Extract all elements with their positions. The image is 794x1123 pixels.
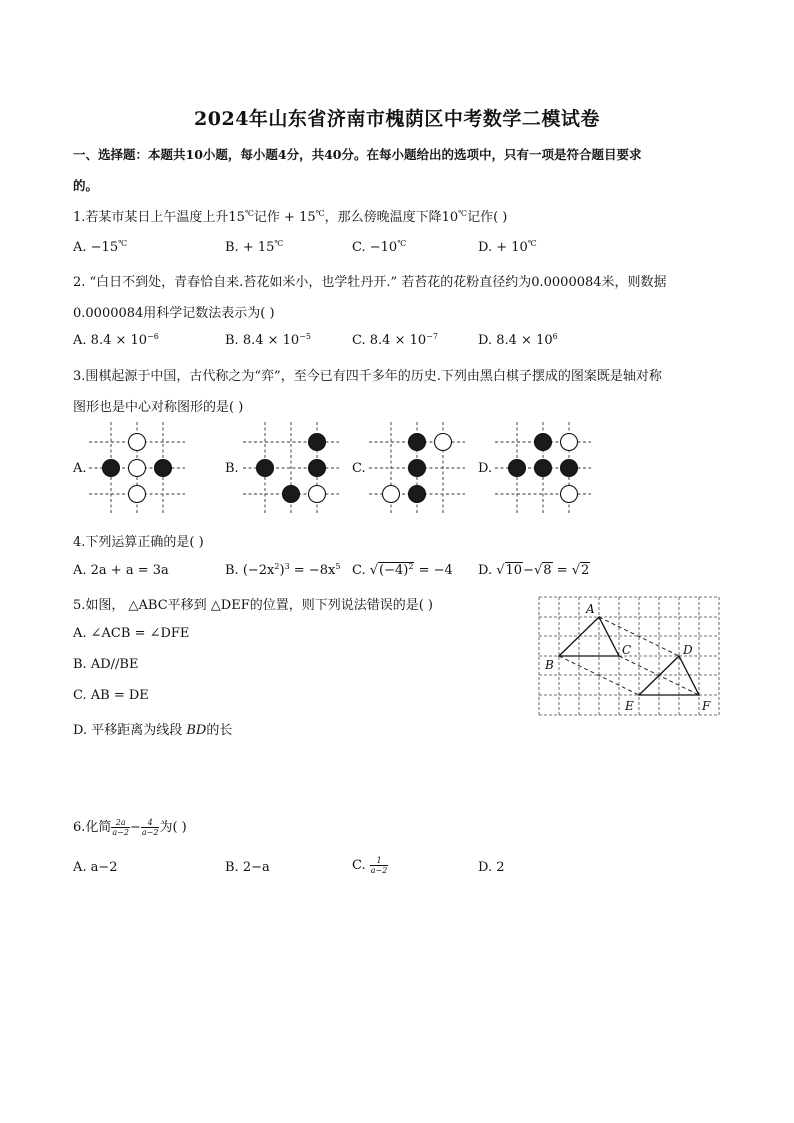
question-1-option-d[interactable]: D. + 10℃	[478, 239, 537, 255]
section-instructions-cont: 的。	[73, 178, 99, 193]
question-3-option-b-label[interactable]: B.	[225, 461, 239, 476]
page-title: 2024年山东省济南市槐荫区中考数学二模试卷	[194, 108, 600, 130]
radicand: $(-4)^2$	[379, 562, 414, 578]
vertex-label-f: F	[702, 699, 711, 713]
question-2-option-d[interactable]: D. $8.4 \times 10^6$	[478, 332, 558, 348]
question-4-option-a[interactable]: A. 2a + a = 3a	[73, 563, 169, 578]
fraction-c: $\frac{1}{a-2}$	[370, 856, 388, 875]
black-stone	[535, 460, 552, 477]
question-1-stem: 1.若某市某日上午温度上升15℃记作 + 15℃，那么傍晚温度下降10℃记作( )	[73, 209, 508, 225]
white-stone	[561, 434, 578, 451]
question-6-option-a[interactable]: A. a−2	[73, 860, 118, 875]
question-6-stem: 6.化简 $\frac{2a}{a-2}$ − $\frac{4}{a-2}$ 为( )	[73, 818, 187, 837]
question-2-option-c[interactable]: C. $8.4 \times 10^{-7}$	[352, 332, 438, 348]
question-5-option-a[interactable]: A. ∠ACB = ∠DFE	[73, 626, 190, 641]
triangle-def	[639, 656, 699, 695]
question-2-stem-cont: 0.0000084用科学记数法表示为( )	[73, 306, 275, 321]
question-4-option-c[interactable]: C. $√(-4)^2 = -4$	[352, 562, 453, 578]
question-6-option-c[interactable]: C. $\frac{1}{a-2}$	[352, 856, 388, 875]
question-1-option-c[interactable]: C. −10℃	[352, 239, 407, 255]
question-1-option-a[interactable]: A. −15℃	[73, 239, 128, 255]
question-4-option-d[interactable]: D. √10−√8 = √2	[478, 563, 590, 578]
question-3-stem: 3.围棋起源于中国，古代称之为“弈”，至今已有四千多年的历史.下列由黑白棋子摆成的图案既是轴对称	[73, 369, 662, 384]
triangle-abc	[559, 617, 619, 656]
question-3-stem-cont: 图形也是中心对称图形的是( )	[73, 400, 244, 415]
question-2-stem: 2. “白日不到处，青春恰自来.苔花如米小，也学牡丹开.” 若苔花的花粉直径约为0.0000084米，则数据	[73, 275, 667, 290]
question-5-option-d[interactable]: D. 平移距离为线段 BD的长	[73, 723, 233, 738]
question-4-stem: 4.下列运算正确的是( )	[73, 535, 204, 550]
translation-figure	[538, 596, 720, 716]
vertex-label-e: E	[625, 699, 634, 713]
question-4-option-b[interactable]: B. $(-2x^2)^3 = -8x^5$	[225, 562, 341, 578]
vertex-label-b: B	[545, 658, 554, 672]
black-stone	[535, 434, 552, 451]
question-5-stem: 5.如图， △ABC平移到 △DEF的位置，则下列说法错误的是( )	[73, 598, 434, 613]
question-3-option-c-label[interactable]: C.	[352, 461, 366, 476]
question-2-option-a[interactable]: A. $8.4 \times 10^{-6}$	[73, 332, 159, 348]
fraction-2: $\frac{4}{a-2}$	[141, 818, 159, 837]
white-stone	[561, 486, 578, 503]
vertex-label-c: C	[622, 643, 632, 657]
vertex-label-d: D	[683, 643, 693, 657]
vertex-label-a: A	[586, 602, 595, 616]
question-5-option-b[interactable]: B. AD//BE	[73, 657, 139, 672]
question-5-option-c[interactable]: C. AB = DE	[73, 688, 149, 703]
question-2-option-b[interactable]: B. $8.4 \times 10^{-5}$	[225, 332, 311, 348]
black-stone	[561, 460, 578, 477]
black-stone	[509, 460, 526, 477]
question-1-option-b[interactable]: B. + 15℃	[225, 239, 284, 255]
section-instructions: 一、选择题：本题共10小题，每小题4分，共40分。在每小题给出的选项中，只有一项是符合题目要求	[73, 147, 642, 162]
question-6-option-d[interactable]: D. 2	[478, 860, 505, 875]
fraction-1: $\frac{2a}{a-2}$	[112, 818, 129, 837]
question-6-option-b[interactable]: B. 2−a	[225, 860, 270, 875]
question-3-option-a-label[interactable]: A.	[73, 461, 87, 476]
question-3-option-d-label[interactable]: D.	[478, 461, 493, 476]
